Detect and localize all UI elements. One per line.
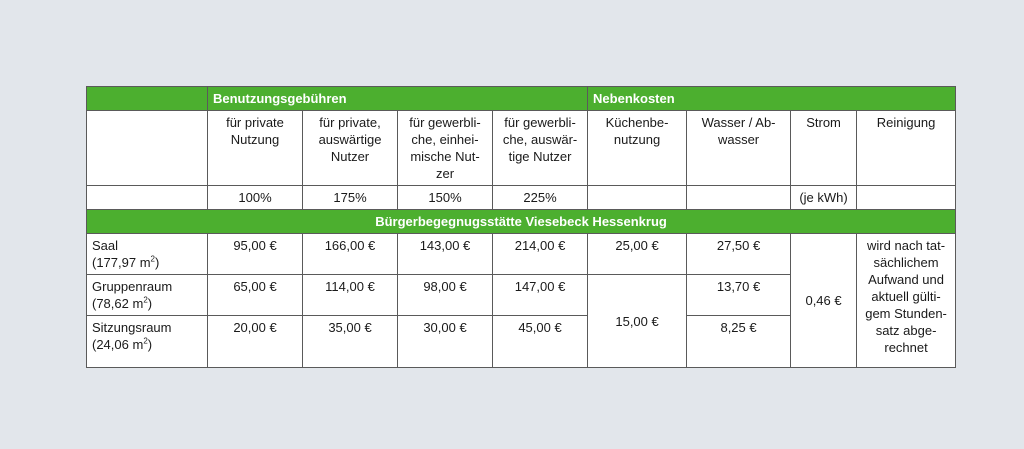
room-name: Gruppenraum bbox=[92, 279, 173, 294]
group-header-row bbox=[87, 87, 956, 111]
room-area: (24,06 m bbox=[92, 337, 144, 352]
price-cell: 143,00 € bbox=[398, 234, 493, 275]
room-area: (78,62 m bbox=[92, 296, 144, 311]
cleaning-cell: wird nach tat- sächlichem Aufwand und aktuell gülti- gem Stunden- satz abge- rechnet bbox=[857, 234, 956, 368]
percent-row bbox=[87, 186, 956, 210]
room-name: Saal bbox=[92, 238, 119, 253]
price-cell: 45,00 € bbox=[493, 316, 588, 368]
column-header: für gewerbli- che, einhei- mische Nut- zer bbox=[398, 111, 493, 186]
column-header: für gewerbli- che, auswär- tige Nutzer bbox=[493, 111, 588, 186]
blank-corner-cell bbox=[87, 87, 208, 111]
percent-cell: 100% bbox=[208, 186, 303, 210]
column-header: Wasser / Ab- wasser bbox=[687, 111, 791, 186]
price-cell: 98,00 € bbox=[398, 275, 493, 316]
price-cell: 166,00 € bbox=[303, 234, 398, 275]
percent-cell: 175% bbox=[303, 186, 398, 210]
column-header: Küchenbe- nutzung bbox=[588, 111, 687, 186]
water-cell: 13,70 € bbox=[687, 275, 791, 316]
extra-costs-group-header: Nebenkosten bbox=[588, 87, 956, 111]
percent-cell: 150% bbox=[398, 186, 493, 210]
percent-cell bbox=[857, 186, 956, 210]
column-header: für private, auswärtige Nutzer bbox=[303, 111, 398, 186]
fees-table bbox=[86, 86, 956, 368]
room-name-cell: Sitzungsraum (24,06 $m^2$) bbox=[87, 316, 208, 368]
room-name-cell: Gruppenraum (78,62 $m^2$) bbox=[87, 275, 208, 316]
water-cell: 8,25 € bbox=[687, 316, 791, 368]
section-title-row bbox=[87, 210, 956, 234]
kitchen-shared-cell: 15,00 € bbox=[588, 275, 687, 368]
percent-cell bbox=[588, 186, 687, 210]
price-cell: 35,00 € bbox=[303, 316, 398, 368]
price-cell: 30,00 € bbox=[398, 316, 493, 368]
water-cell: 27,50 € bbox=[687, 234, 791, 275]
column-header: Strom bbox=[791, 111, 857, 186]
room-area: (177,97 m bbox=[92, 255, 151, 270]
fees-group-header: Benutzungsgebühren bbox=[208, 87, 588, 111]
blank-header-cell bbox=[87, 111, 208, 186]
column-header-row bbox=[87, 111, 956, 186]
section-title: Bürgerbegegnugsstätte Viesebeck Hessenkrug bbox=[87, 210, 956, 234]
price-cell: 147,00 € bbox=[493, 275, 588, 316]
blank-percent-cell bbox=[87, 186, 208, 210]
table-row bbox=[87, 234, 956, 275]
percent-cell: (je kWh) bbox=[791, 186, 857, 210]
price-cell: 214,00 € bbox=[493, 234, 588, 275]
column-header: für private Nutzung bbox=[208, 111, 303, 186]
price-cell: 114,00 € bbox=[303, 275, 398, 316]
price-cell: 65,00 € bbox=[208, 275, 303, 316]
room-name-cell: Saal (177,97 $m^2$) bbox=[87, 234, 208, 275]
room-name: Sitzungsraum bbox=[92, 320, 172, 335]
price-cell: 95,00 € bbox=[208, 234, 303, 275]
price-cell: 20,00 € bbox=[208, 316, 303, 368]
column-header: Reinigung bbox=[857, 111, 956, 186]
kitchen-cell: 25,00 € bbox=[588, 234, 687, 275]
electricity-cell: 0,46 € bbox=[791, 234, 857, 368]
percent-cell bbox=[687, 186, 791, 210]
percent-cell: 225% bbox=[493, 186, 588, 210]
